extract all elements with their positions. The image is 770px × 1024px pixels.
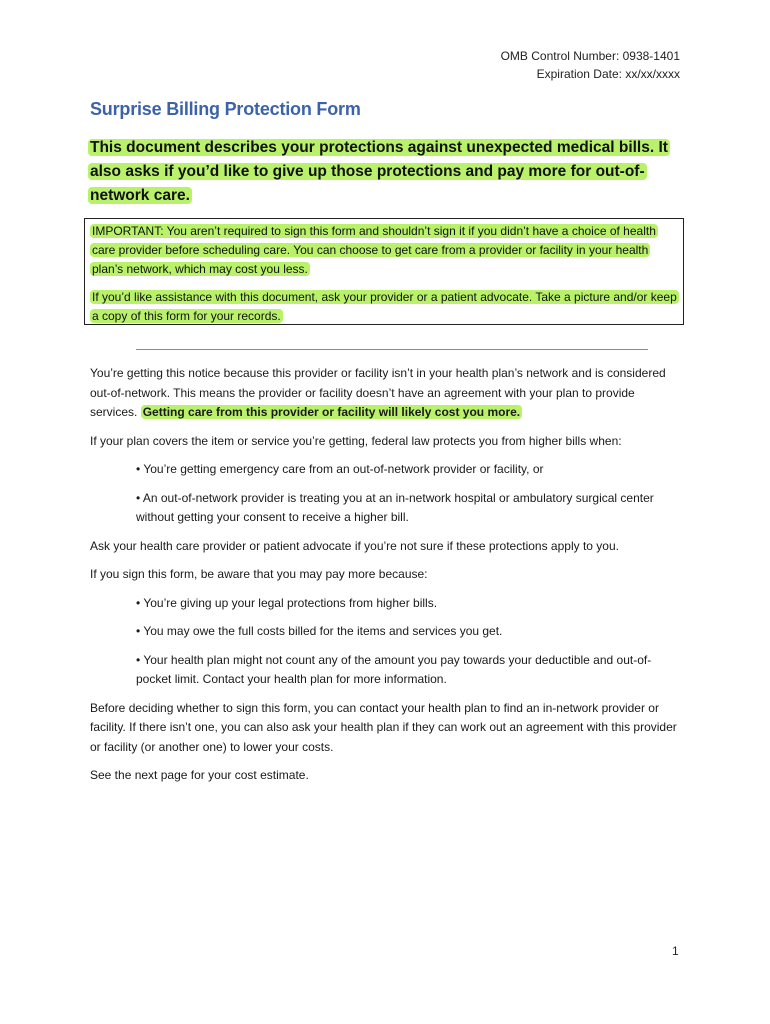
bullet-deductible: • Your health plan might not count any of the amount you pay towards your deductible and out-of-pocket limit. Contact your health plan for more information. — [136, 652, 652, 686]
bullet-legal-protections: • You’re giving up your legal protections from higher bills. — [136, 595, 438, 610]
bullet-in-network-facility: • An out-of-network provider is treating you at an in-network hospital or ambulatory surgical center without getting your consent to receive a higher bill. — [136, 490, 654, 524]
notice-text: You’re getting this notice because this provider or facility isn’t in your health plan’s network and is considered out-of-network. This means the provider or facility doesn’t have an agreement with your plan to provide services. — [90, 366, 666, 419]
bullet-full-costs: • You may owe the full costs billed for the items and services you get. — [136, 624, 503, 638]
intro-text: This document describes your protections against unexpected medical bills. It also asks if you’d like to give up those protections and pay more for out-of-network care. — [90, 139, 668, 204]
important-notice-box — [84, 218, 684, 325]
expiration-date: Expiration Date: xx/xx/xxxx — [536, 67, 680, 81]
federal-law-paragraph: If your plan covers the item or service you’re getting, federal law protects you from higher bills when: — [90, 433, 622, 448]
next-page-paragraph: See the next page for your cost estimate. — [90, 768, 309, 782]
important-text: IMPORTANT: You aren’t required to sign this form and shouldn’t sign it if you didn’t have a choice of health care provider before scheduling care. You can choose to get care from a provider or facility in your health plan’s network, which may cost you less. — [92, 224, 656, 276]
before-deciding-paragraph: Before deciding whether to sign this form, you can contact your health plan to find an in-network provider or facility. If there isn’t one, you can also ask your health plan if they can work out an agreement with this provider or facility (or another one) to lower your costs. — [90, 700, 677, 754]
bullet-emergency-care: • You’re getting emergency care from an out-of-network provider or facility, or — [136, 462, 544, 476]
omb-control-number: OMB Control Number: 0938-1401 — [500, 49, 680, 63]
body-content — [90, 364, 680, 795]
section-divider — [136, 339, 648, 350]
assistance-paragraph — [90, 288, 678, 326]
sign-warning-paragraph: If you sign this form, be aware that you may pay more because: — [90, 567, 428, 581]
form-title: Surprise Billing Protection Form — [90, 99, 361, 119]
cost-warning-highlight: Getting care from this provider or facility will likely cost you more. — [142, 405, 521, 419]
page-number: 1 — [672, 944, 679, 958]
important-paragraph — [90, 222, 678, 279]
intro-statement — [88, 136, 678, 208]
omb-header — [501, 47, 680, 83]
ask-provider-paragraph: Ask your health care provider or patient advocate if you’re not sure if these protections apply to you. — [90, 538, 619, 553]
assistance-text: If you’d like assistance with this document, ask your provider or a patient advocate. Take a picture and/or keep a copy of this form for your records. — [92, 290, 677, 323]
notice-paragraph — [90, 364, 680, 423]
